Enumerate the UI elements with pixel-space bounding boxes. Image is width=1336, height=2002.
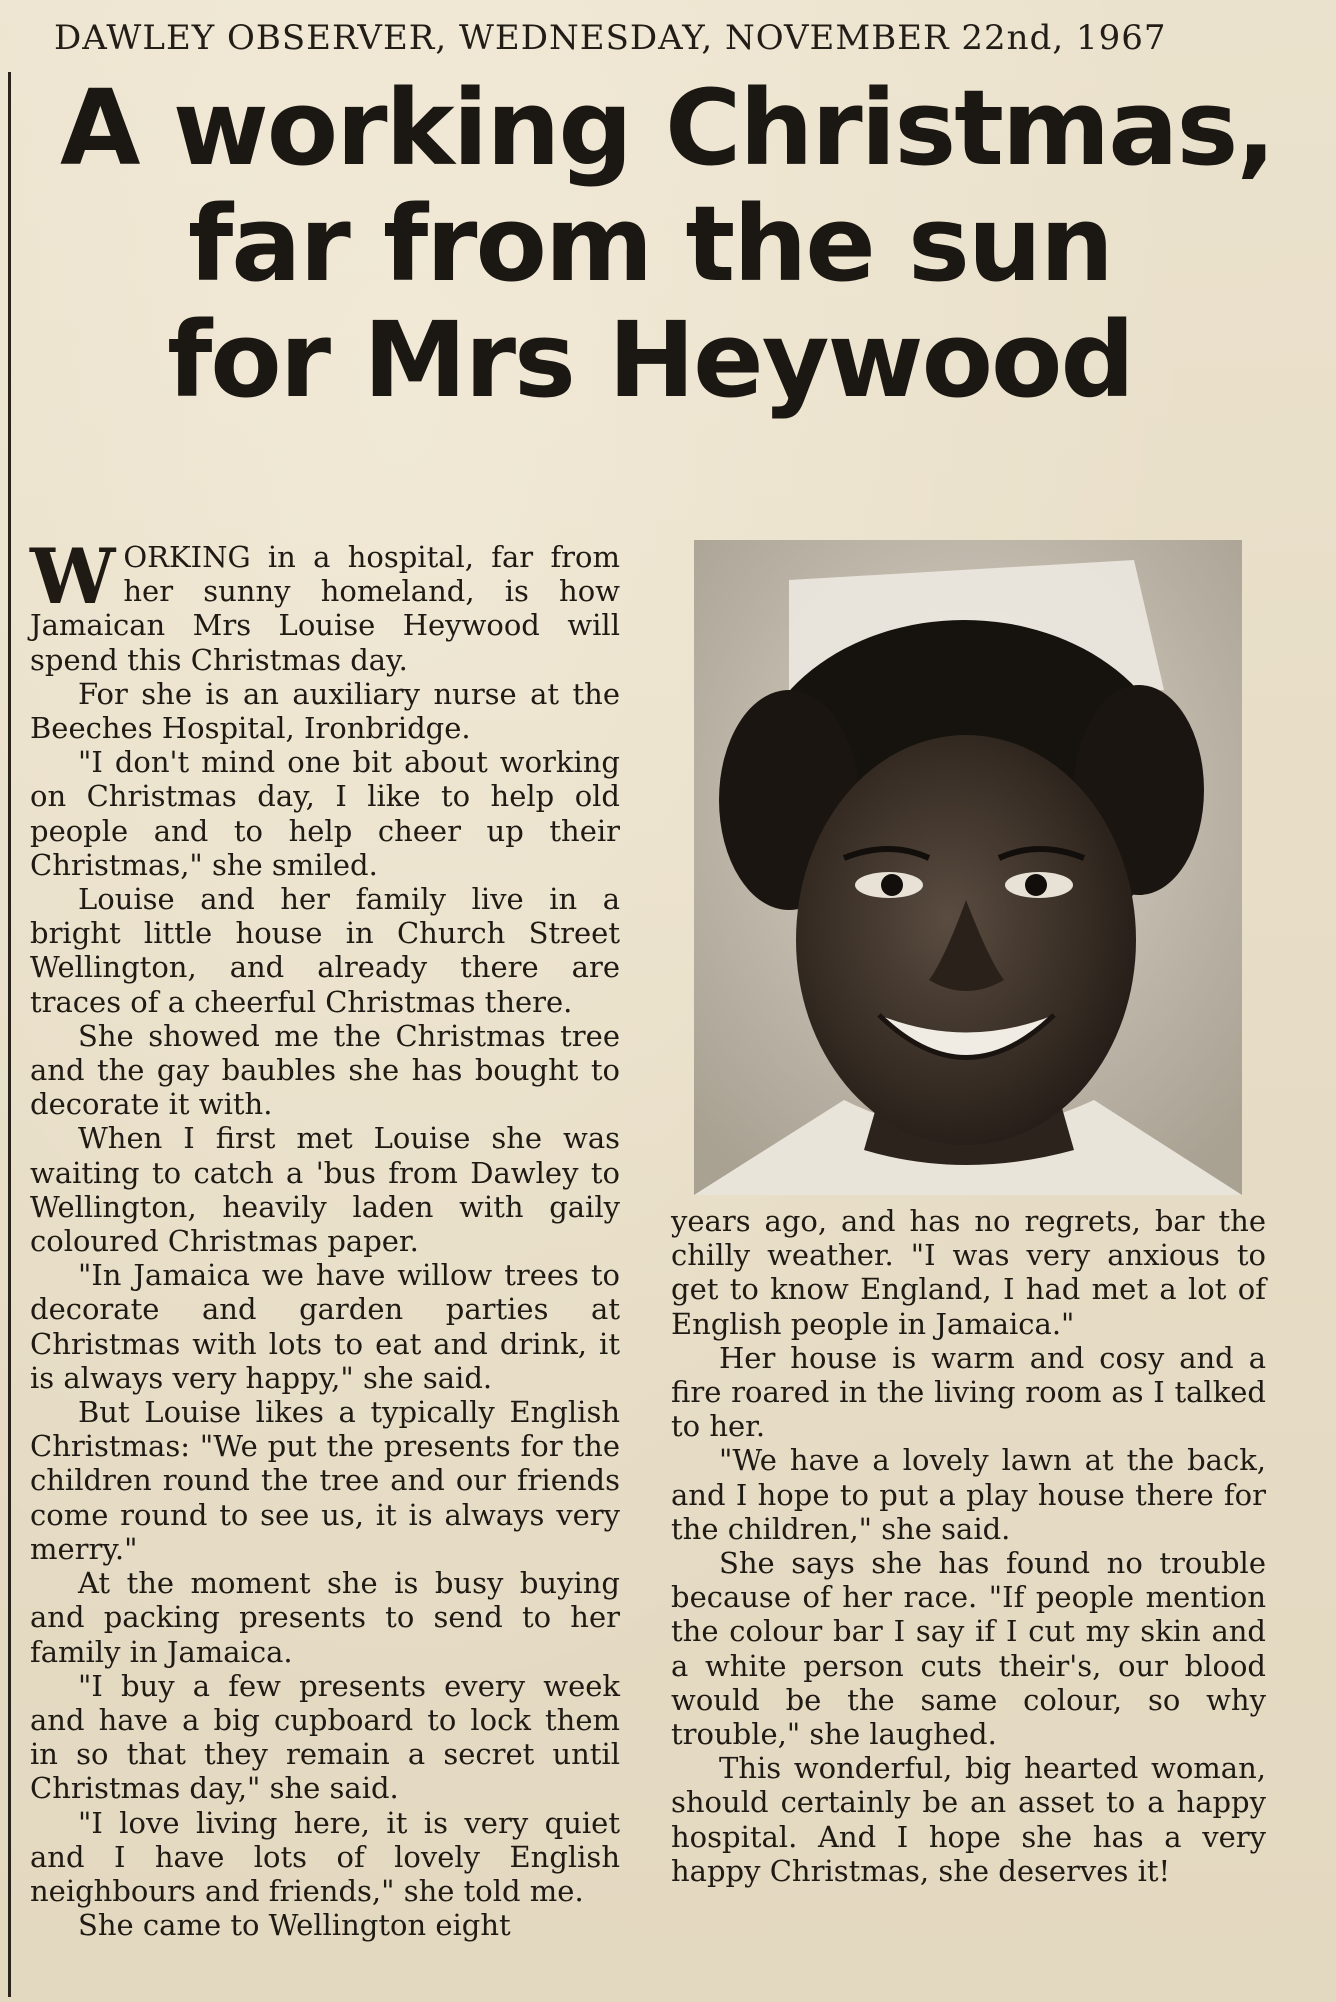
headline	[60, 67, 1274, 421]
article-paragraph: For she is an auxiliary nurse at the Beeches Hospital, Ironbridge.	[30, 676, 620, 746]
masthead: DAWLEY OBSERVER, WEDNESDAY, NOVEMBER 22nd, 1967	[54, 18, 1167, 58]
article-paragraph: When I first met Louise she was waiting to catch a 'bus from Dawley to Wellington, heavily laden with gaily coloured Christmas paper.	[30, 1121, 620, 1259]
portrait-image	[694, 540, 1242, 1195]
article-paragraph: This wonderful, big hearted woman, should certainly be an asset to a happy hospital. And I hope she has a very happy Christmas, she deserves it!	[671, 1751, 1266, 1888]
article-paragraph: She came to Wellington eight	[78, 1908, 511, 1943]
article-paragraph: "In Jamaica we have willow trees to decorate and garden parties at Christmas with lots to eat and drink, it is always very happy," she said.	[30, 1258, 620, 1395]
drop-cap: W	[30, 532, 116, 621]
headline-line-2: far from the sun	[188, 183, 1112, 305]
article-paragraph: But Louise likes a typically English Christmas: "We put the presents for the children round the tree and our friends come round to see us, it is always very merry."	[30, 1395, 620, 1566]
article-column-left	[30, 532, 620, 1943]
article-paragraph: Louise and her family live in a bright little house in Church Street Wellington, and already there are traces of a cheerful Christmas there.	[30, 882, 620, 1019]
headline-line-1: A working Christmas,	[60, 67, 1274, 189]
portrait-photo	[694, 540, 1242, 1195]
article-paragraph	[30, 532, 620, 677]
article-paragraph: She showed me the Christmas tree and the gay baubles she has bought to decorate it with.	[30, 1018, 620, 1122]
article-paragraph: She says she has found no trouble because of her race. "If people mention the colour bar I say if I cut my skin and a white person cuts their's, our blood would be the same colour, so why trouble," she laughed.	[671, 1546, 1266, 1752]
headline-line-3: for Mrs Heywood	[167, 299, 1133, 421]
column-rule	[8, 72, 11, 1997]
article-paragraph: "I love living here, it is very quiet and I have lots of lovely English neighbours and friends," she told me.	[30, 1805, 620, 1908]
article-paragraph: Her house is warm and cosy and a fire roared in the living room as I talked to her.	[671, 1340, 1266, 1444]
article-paragraph: "I buy a few presents every week and have a big cupboard to lock them in so that they remain a secret until Christmas day," she said.	[30, 1668, 620, 1806]
article-column-right	[671, 1204, 1266, 1888]
article-paragraph: "I don't mind one bit about working on Christmas day, I like to help old people and to help cheer up their Christmas," she smiled.	[30, 745, 620, 882]
article-paragraph: "We have a lovely lawn at the back, and I hope to put a play house there for the children," she said.	[671, 1443, 1266, 1546]
article-paragraph: years ago, and has no regrets, bar the chilly weather. "I was very anxious to get to know England, I had met a lot of English people in Jamaica."	[671, 1204, 1266, 1341]
paragraph-text: ORKING in a hospital, far from her sunny homeland, is how Jamaican Mrs Louise Heywood will spend this Christmas day.	[30, 540, 620, 677]
article-paragraph: At the moment she is busy buying and packing presents to send to her family in Jamaica.	[30, 1566, 620, 1669]
